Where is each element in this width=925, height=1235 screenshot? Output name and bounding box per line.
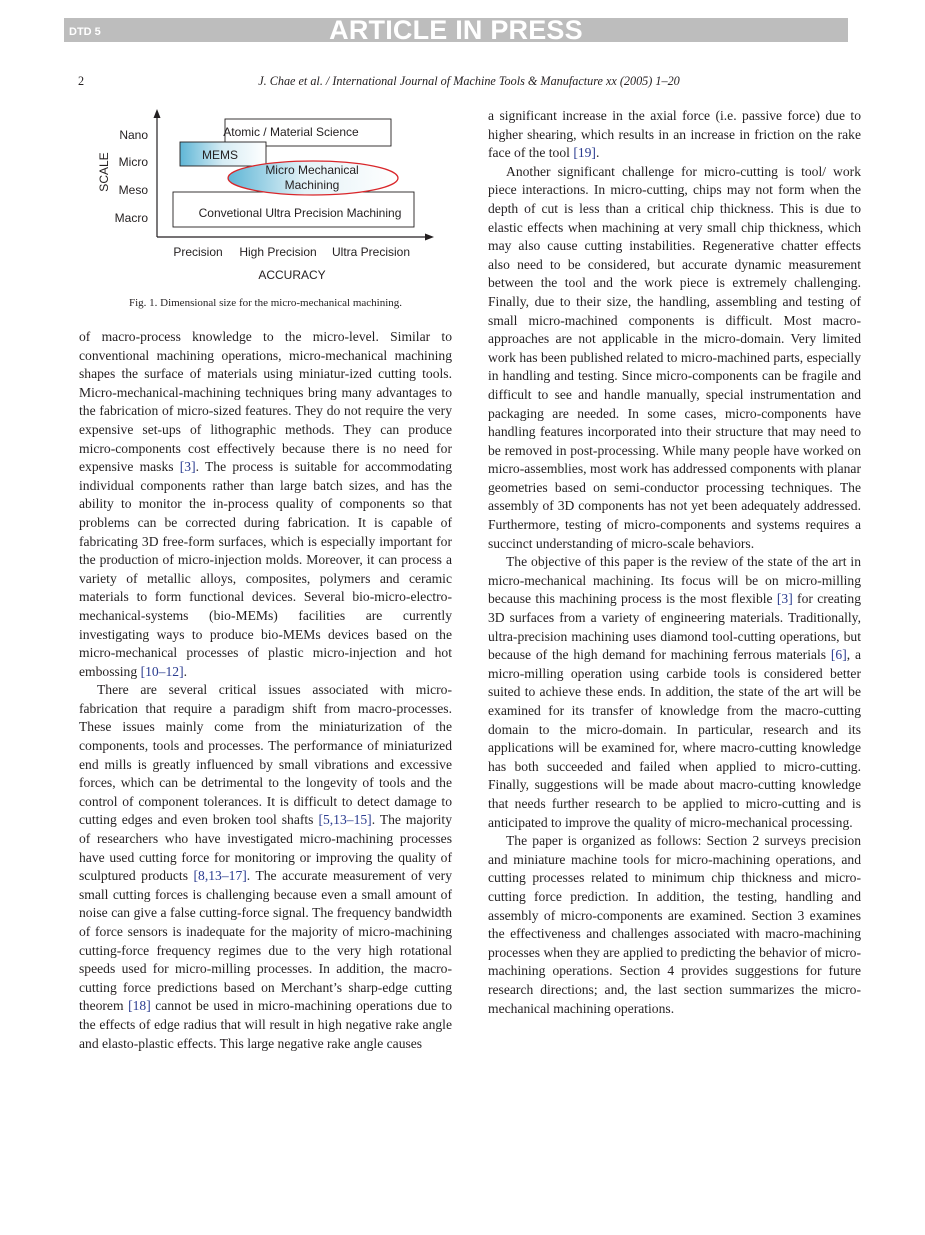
citation-link[interactable]: [3] — [179, 459, 196, 475]
paragraph — [79, 328, 452, 681]
paragraph — [79, 681, 452, 1053]
region-mems-label: MEMS — [202, 148, 238, 162]
citation-link[interactable]: [6] — [830, 647, 847, 663]
y-tick-micro: Micro — [118, 155, 148, 169]
y-axis-label: SCALE — [97, 152, 111, 192]
y-tick-meso: Meso — [118, 183, 148, 197]
journal-citation: J. Chae et al. / International Journal of Machine Tools & Manufacture xx (2005) 1–20 — [258, 74, 680, 88]
text-run: The paper is organized as follows: Section 2 surveys precision and miniature machine tools for micro-machining operations, and cutting processes related to minimum chip thickness and micro-cutting force prediction. In addition, the testing, handling and assembly of micro-components are examined. Section 3 examines the effectiveness and challenges associated with macro-machining processes when they are applied to predicting the behavior of micro-machining operations. Section 4 provides suggestions for future research directions; and, the last section summarizes the micro-mechanical machining operations. — [488, 833, 861, 1016]
text-run: , a micro-milling operation using carbide tools is considered better suited to achieve these ends. In addition, the state of the art will be examined for its transfer of knowledge from the macro-cutting domain to the micro-domain. In particular, research and its applications will be examined for, where macro-cutting knowledge has both succeeded and failed when applied to micro-cutting. Finally, suggestions will be made about macro-cutting knowledge that needs further research to be applied to micro-cutting and is anticipated to improve the quality of micro-mechanical processing. — [488, 647, 861, 830]
x-tick-ultra-precision: Ultra Precision — [331, 245, 411, 259]
text-run: . The process is suitable for accommodating individual components rather than large batch sizes, and has the ability to monitor the in-process quality of components so that problems can be corrected during fabrication. It is capable of fabricating 3D free-form surfaces, which is especially important for the production of micro-injection molds. Moreover, it can process a variety of metallic alloys, composites, polymers and ceramic materials to form functional devices. Several bio-micro-electro-mechanical-systems (bio-MEMs) facilities are currently investigating ways to produce bio-MEMs devices based on the micro-mechanical processes of plastic micro-injection and hot embossing — [79, 459, 453, 679]
y-tick-nano: Nano — [119, 128, 148, 142]
x-tick-high-precision: High Precision — [239, 245, 317, 259]
figure-1 — [80, 105, 450, 315]
figure-caption: Fig. 1. Dimensional size for the micro-mechanical machining. — [128, 297, 403, 309]
citation-link[interactable]: [18] — [128, 998, 151, 1014]
paragraph — [488, 553, 861, 832]
citation-link[interactable]: [19] — [573, 145, 596, 161]
text-run: . — [183, 663, 188, 679]
citation-link[interactable]: [10–12] — [140, 663, 184, 679]
x-axis-label: ACCURACY — [258, 268, 326, 282]
y-tick-macro: Macro — [114, 211, 148, 225]
citation-link[interactable]: [3] — [776, 591, 793, 607]
region-micro-mech-label-line1: Micro Mechanical — [265, 163, 359, 177]
x-tick-precision: Precision — [173, 245, 223, 259]
left-column — [79, 328, 452, 1053]
banner-title: ARTICLE IN PRESS — [329, 15, 583, 45]
citation-link[interactable]: [5,13–15] — [318, 812, 372, 828]
right-column — [488, 107, 861, 1018]
y-axis-arrow-icon — [154, 109, 161, 118]
text-run: Another significant challenge for micro-cutting is tool/ work piece interactions. In micro-cutting, chips may not form when the depth of cut is less than a critical chip thickness. This is due to elastic effects when machining at very small chip thickness, which may also cause cutting instabilities. Regenerative chatter effects also need to be considered, but accurate dynamic measurement between the tool and the work piece is extremely challenging. Finally, due to their size, the handling, assembling and testing of small micro-machined components is difficult. Most macro-approaches are not applicable in the micro-domain. Very limited work has been published related to micro-machined parts, especially in handling and testing. Since micro-components can be fragile and difficult to see and handle manually, special instrumentation and packaging are needed. In some cases, micro-components have handling features incorporated into their structure that may need to be removed in post-processing. While many people have worked on micro-assemblies, most work has addressed components with planar geometries based on semi-conductor processing techniques. The assembly of 3D components has not yet been adequately addressed. Furthermore, testing of micro-components and systems requires a succinct understanding of micro-scale behaviors. — [488, 163, 861, 551]
region-micro-mech-label-line2: Machining — [284, 178, 340, 192]
text-run: of macro-process knowledge to the micro-level. Similar to conventional machining operations, micro-mechanical machining shapes the surface of materials using miniatur-ized cutting tools. Micro-mechanical-machining techniques bring many advantages to the fabrication of micro-sized features. They do not require the very expensive set-ups of lithographic methods. They can produce micro-components cost effectively because there is no need for expensive masks — [79, 329, 452, 475]
text-run: . The accurate measurement of very small cutting forces is challenging because even a small amount of noise can give a false cutting-force signal. The frequency bandwidth of force sensors is inadequate for the majority of micro-machining cutting-force frequency regimes due to the very high rotational speeds used for micro-milling processes. In addition, the macro-cutting force predictions based on Merchant’s sharp-edge cutting theorem — [79, 868, 452, 1014]
paragraph — [488, 832, 861, 1018]
text-run: cannot be used in micro-machining operations due to the effects of edge radius that will result in high negative rake angle and elasto-plastic effects. This large negative rake angle causes — [79, 998, 453, 1051]
paragraph — [488, 163, 861, 553]
citation-link[interactable]: [8,13–17] — [193, 868, 247, 884]
region-atomic-label: Atomic / Material Science — [223, 125, 359, 139]
article-in-press-banner — [64, 15, 848, 45]
page-number: 2 — [78, 74, 85, 88]
text-run: The objective of this paper is the review of the state of the art in micro-mechanical machining. Its focus will be on micro-milling because this machining process is the most flexible — [488, 554, 861, 607]
region-conventional-label: Convetional Ultra Precision Machining — [198, 206, 402, 220]
text-run: There are several critical issues associated with micro-fabrication that require a paradigm shift from macro-processes. These issues mainly come from the miniaturization of the components, tools and processes. The performance of miniaturized end mills is greatly influenced by small vibrations and excessive forces, which can be detrimental to the longevity of tools and the control of component tolerances. It is difficult to detect damage to cutting edges and even broken tool shafts — [79, 682, 452, 828]
text-run: . — [595, 145, 600, 161]
figure-diagram — [80, 105, 450, 315]
text-run: for creating 3D surfaces from a variety of engineering materials. Traditionally, ultra-precision machining uses diamond tool-cutting operations, but because of the high demand for machining ferrous materials — [488, 591, 861, 663]
dtd-label: DTD 5 — [69, 26, 101, 38]
text-run: . The majority of researchers who have investigated micro-machining processes have used cutting force for monitoring or improving the quality of sculptured products — [79, 812, 452, 884]
text-run: a significant increase in the axial force (i.e. passive force) due to higher shearing, which results in an increase in friction on the rake face of the tool — [488, 108, 861, 161]
x-axis-arrow-icon — [425, 234, 434, 241]
paragraph — [488, 107, 861, 163]
